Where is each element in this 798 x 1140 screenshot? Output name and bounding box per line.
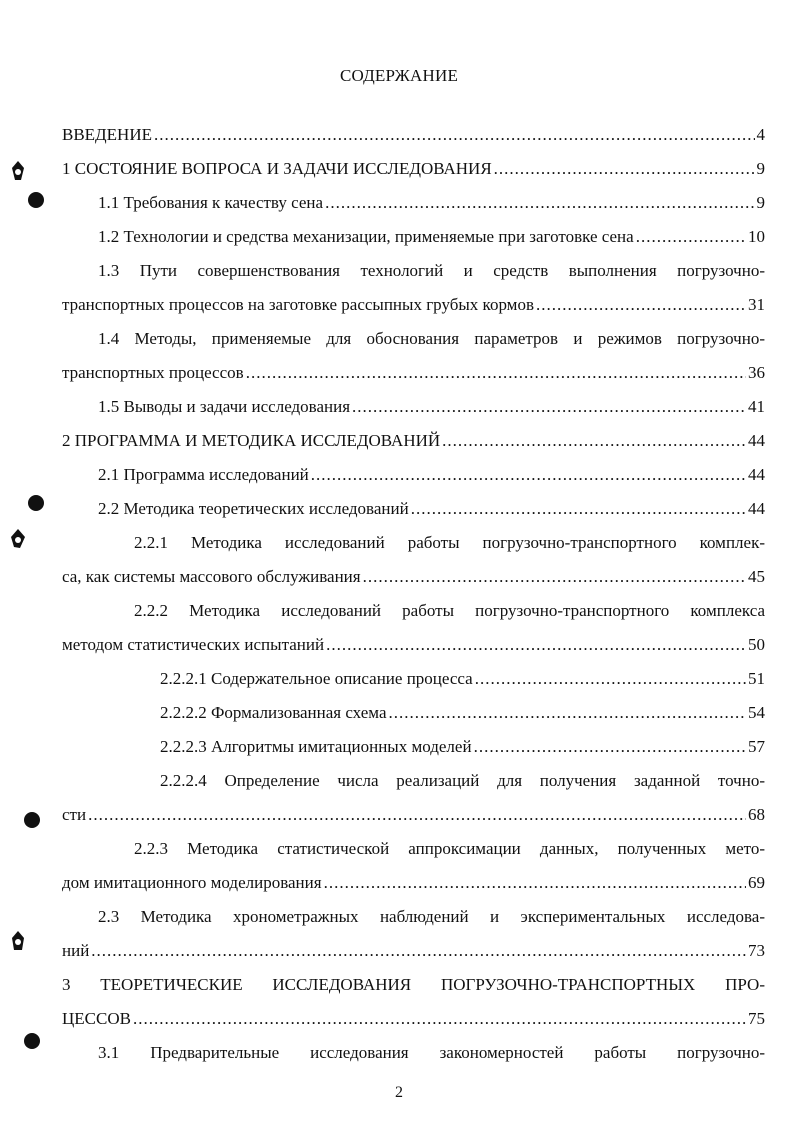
toc-leader-dots [389,696,747,730]
toc-entry [62,968,765,1036]
toc-entry-title: транспортных процессов на заготовке рассыпных грубых кормов [62,295,534,314]
toc-entry-row [62,390,765,424]
toc-page-number: 44 [748,431,765,450]
toc-leader-dots [324,866,746,900]
toc-leader-dots [325,186,754,220]
toc-entry-line: 2.2.1 Методика исследований работы погрузочно-транспортного комплек- [134,533,765,552]
toc-entry-title: 2.2.2.3 Алгоритмы имитационных моделей [160,737,472,756]
toc-entry-row [62,662,765,696]
toc-page-number: 31 [748,295,765,314]
toc-entry-title: 2 ПРОГРАММА И МЕТОДИКА ИССЛЕДОВАНИЙ [62,431,441,450]
toc-entry-line: 2.2.2.4 Определение числа реализаций для получения заданной точно- [160,771,765,790]
toc-entry [62,696,765,730]
toc-entry [62,458,765,492]
toc-entry [62,730,765,764]
toc-entry [62,186,765,220]
toc-page-number: 50 [748,635,765,654]
toc-page-number: 9 [756,193,765,212]
toc-entry [62,254,765,322]
toc-leader-dots [636,220,746,254]
toc-leader-dots [246,356,746,390]
toc-entry [62,662,765,696]
toc-entry [62,220,765,254]
toc-entry-row [62,118,765,152]
toc-entry [62,152,765,186]
toc-page-number: 69 [748,873,765,892]
toc-page-number: 68 [748,805,765,824]
toc-page-number: 54 [748,703,765,722]
binder-hole-icon [24,1033,40,1049]
toc-page-number: 41 [748,397,765,416]
toc-entry-title: транспортных процессов [62,363,244,382]
toc-entry-line: 1.3 Пути совершенствования технологий и средств выполнения погрузочно- [98,261,765,280]
toc-entry-title: дом имитационного моделирования [62,873,322,892]
toc-entry-row [62,492,765,526]
toc-entry-line: 1.4 Методы, применяемые для обоснования параметров и режимов погрузочно- [98,329,765,348]
toc-entry-title: ВВЕДЕНИЕ [62,125,152,144]
toc-entry-row [62,288,765,322]
toc-entry-title: 2.2.2.1 Содержательное описание процесса [160,669,473,688]
toc-leader-dots [475,662,746,696]
toc-leader-dots [363,560,746,594]
toc-page-number: 57 [748,737,765,756]
toc-entry-title: 1.5 Выводы и задачи исследования [98,397,351,416]
toc-entry [62,900,765,968]
toc-entry-row [62,424,765,458]
toc-page-number: 10 [748,227,765,246]
toc-entry [62,526,765,594]
toc-entry-row [62,934,765,968]
toc-entry-title: са, как системы массового обслуживания [62,567,361,586]
toc-entry-title: 2.2.2.2 Формализованная схема [160,703,387,722]
toc-leader-dots [352,390,746,424]
toc-entry [62,118,765,152]
toc-leader-dots [494,152,755,186]
toc-entry-title: 1.1 Требования к качеству сена [98,193,324,212]
toc-entry-title: 2.1 Программа исследований [98,465,309,484]
toc-entry-title: 2.2 Методика теоретических исследований [98,499,409,518]
toc-entry-line: 2.2.3 Методика статистической аппроксимации данных, полученных мето- [134,839,765,858]
table-of-contents [62,118,765,1070]
toc-entry-line: 2.2.2 Методика исследований работы погрузочно-транспортного комплекса [134,601,765,620]
toc-entry-title: ЦЕССОВ [62,1009,131,1028]
toc-entry-title: методом статистических испытаний [62,635,325,654]
toc-entry-title: 1 СОСТОЯНИЕ ВОПРОСА И ЗАДАЧИ ИССЛЕДОВАНИЯ [62,159,492,178]
toc-entry-row [62,458,765,492]
toc-entry-row [62,866,765,900]
toc-entry [62,390,765,424]
toc-leader-dots [474,730,746,764]
page-number: 2 [395,1084,403,1101]
scan-mark-icon [8,930,28,952]
toc-page-number: 44 [748,499,765,518]
toc-leader-dots [442,424,746,458]
toc-page-number: 9 [756,159,765,178]
toc-entry-row [62,730,765,764]
toc-leader-dots [326,628,746,662]
toc-page-number: 44 [748,465,765,484]
binder-hole-icon [24,812,40,828]
toc-page-number: 4 [756,125,765,144]
toc-page-number: 45 [748,567,765,586]
toc-entry-row [62,628,765,662]
toc-entry-row [62,152,765,186]
toc-page-number: 36 [748,363,765,382]
toc-entry-row [62,1002,765,1036]
toc-entry-line: 3 ТЕОРЕТИЧЕСКИЕ ИССЛЕДОВАНИЯ ПОГРУЗОЧНО-ТРАНСПОРТНЫХ ПРО- [62,975,765,994]
toc-entry [62,322,765,390]
toc-entry-line: 2.3 Методика хронометражных наблюдений и экспериментальных исследова- [98,907,765,926]
toc-entry [62,424,765,458]
binder-hole-icon [28,192,44,208]
toc-leader-dots [88,798,746,832]
toc-entry [62,764,765,832]
toc-leader-dots [311,458,746,492]
toc-leader-dots [91,934,746,968]
scan-mark-icon [8,528,28,550]
toc-page-number: 73 [748,941,765,960]
toc-page-number: 51 [748,669,765,688]
scan-mark-icon [8,160,28,182]
toc-leader-dots [536,288,746,322]
toc-leader-dots [154,118,755,152]
toc-entry [62,1036,765,1070]
toc-entry-line: 3.1 Предварительные исследования закономерностей работы погрузочно- [98,1043,765,1062]
toc-entry-row [62,220,765,254]
toc-entry-row [62,696,765,730]
toc-entry-title: сти [62,805,87,824]
toc-entry [62,832,765,900]
toc-leader-dots [411,492,746,526]
page-title: СОДЕРЖАНИЕ [339,66,459,85]
toc-entry-title: ний [62,941,90,960]
toc-entry-row [62,356,765,390]
toc-entry-title: 1.2 Технологии и средства механизации, применяемые при заготовке сена [98,227,634,246]
toc-leader-dots [133,1002,746,1036]
binder-hole-icon [28,495,44,511]
toc-entry-row [62,798,765,832]
toc-entry-row [62,186,765,220]
toc-page-number: 75 [748,1009,765,1028]
toc-entry [62,594,765,662]
toc-entry [62,492,765,526]
toc-entry-row [62,560,765,594]
